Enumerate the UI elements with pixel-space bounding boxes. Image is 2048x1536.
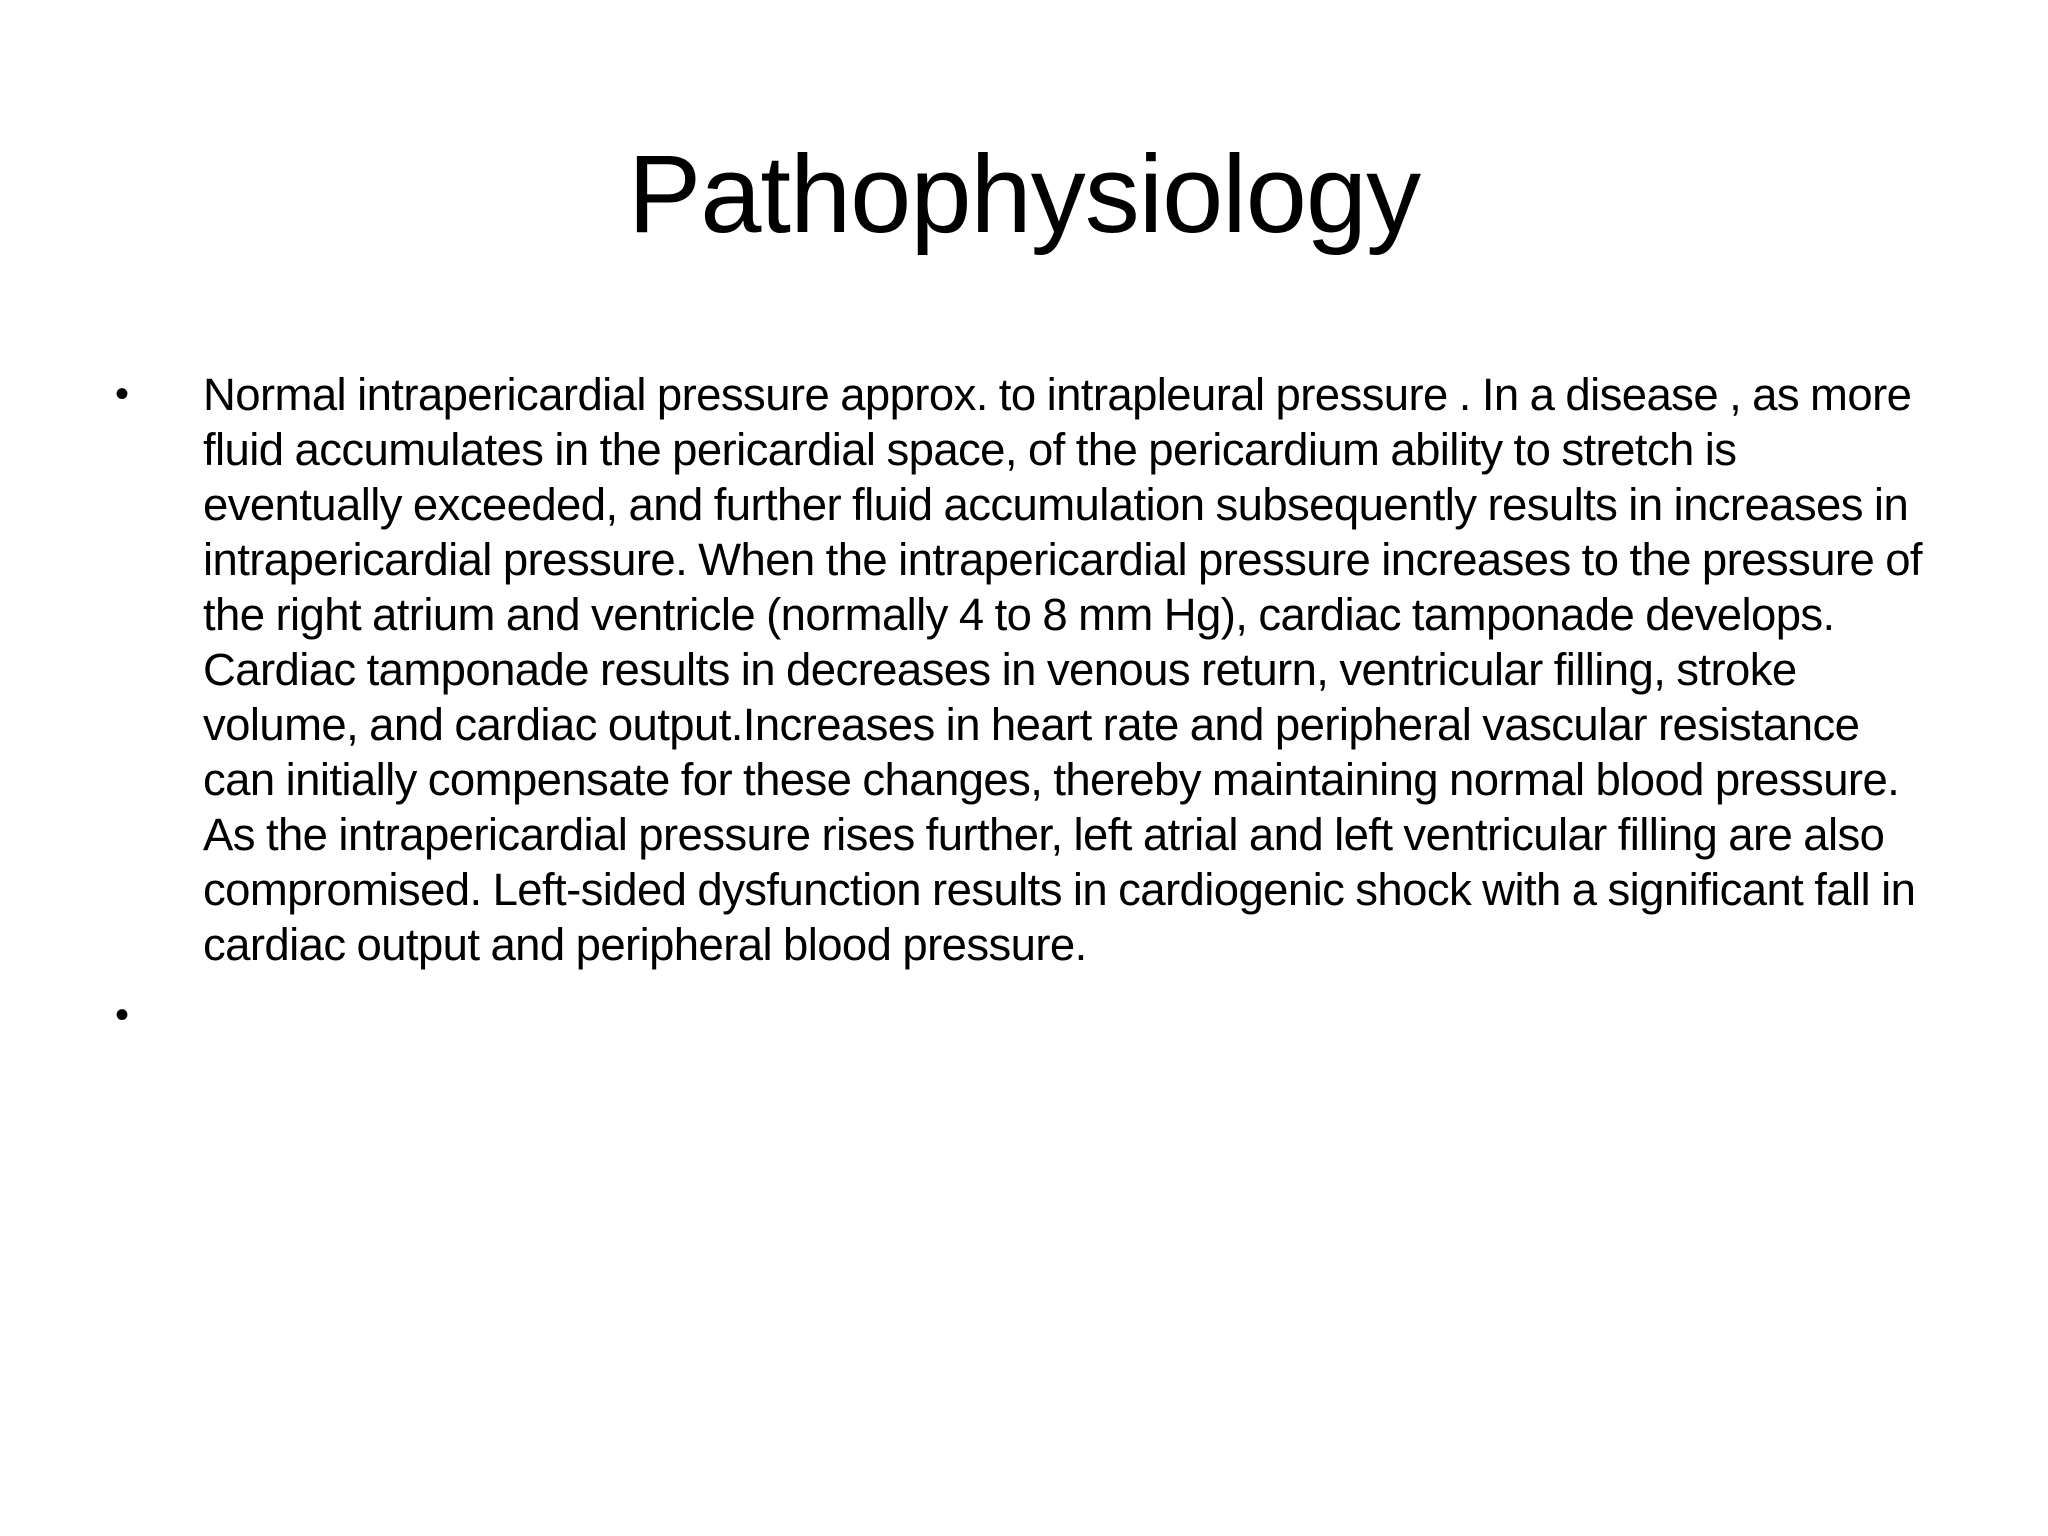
- bullet-text: Normal intrapericardial pressure approx. to intrapleural pressure . In a disease , as more fluid accumulates in the pericardial space, of the pericardium ability to stretch is eventually exceeded, and further fluid accumulation subsequently results in increases in intrapericardial pressure. When the intrapericardial pressure increases to the pressure of the right atrium and ventricle (normally 4 to 8 mm Hg), cardiac tamponade develops. Cardiac tamponade results in decreases in venous return, ventricular filling, stroke volume, and cardiac output.Increases in heart rate and peripheral vascular resistance can initially compensate for these changes, thereby maintaining normal blood pressure. As the intrapericardial pressure rises further, left atrial and left ventricular filling are also compromised. Left-sided dysfunction results in cardiogenic shock with a significant fall in cardiac output and peripheral blood pressure.: [203, 369, 1922, 970]
- slide-title: Pathophysiology: [627, 133, 1421, 256]
- bullet-item-1: [115, 367, 1935, 972]
- bullet-icon: •: [115, 372, 130, 416]
- bullet-icon: •: [115, 993, 130, 1037]
- bullet-list: [115, 367, 1935, 1059]
- bullet-item-2: [115, 988, 1935, 1043]
